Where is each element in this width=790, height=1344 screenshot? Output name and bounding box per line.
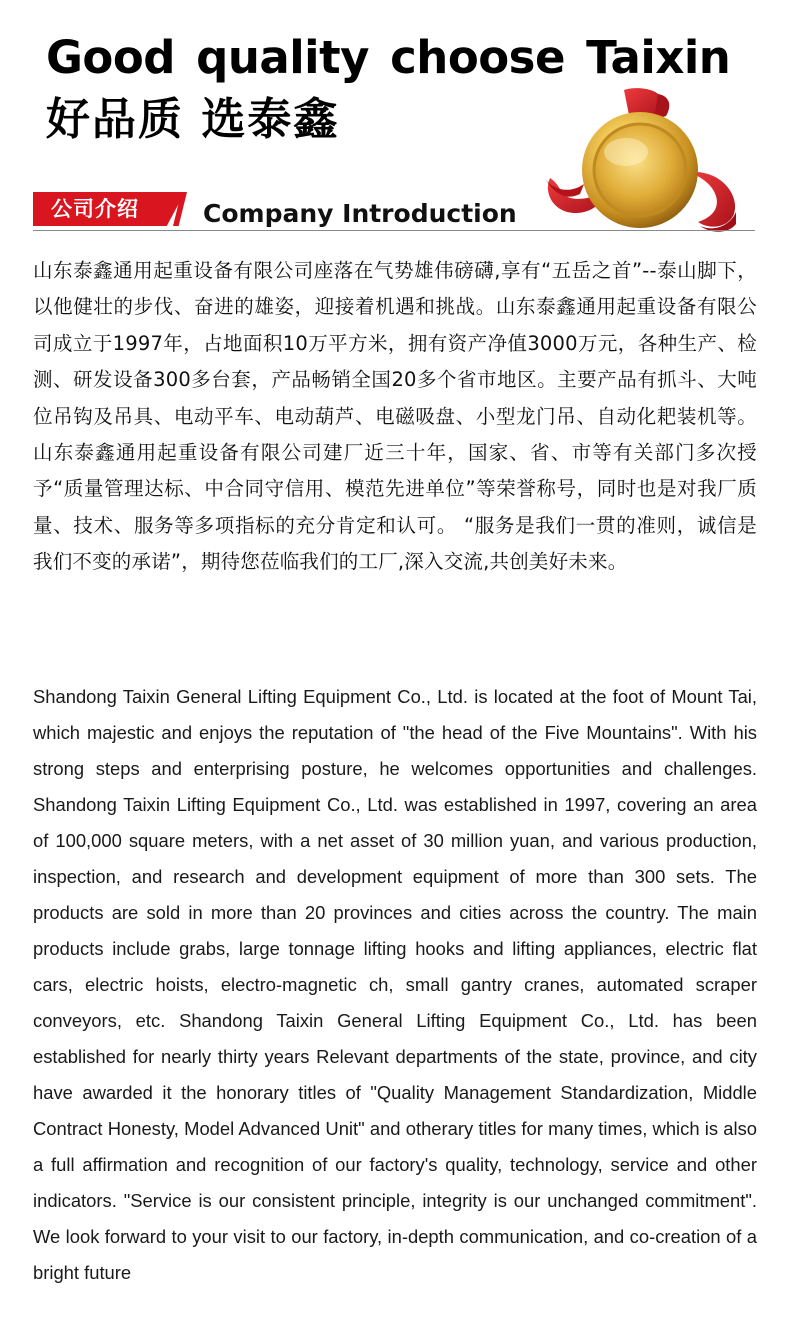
intro-paragraph-chinese: 山东泰鑫通用起重设备有限公司座落在气势雄伟磅礴,享有“五岳之首”--泰山脚下，以他健壮的步伐、奋进的雄姿，迎接着机遇和挑战。山东泰鑫通用起重设备有限公司成立于1997年，占地面积10万平方米，拥有资产净值3000万元，各种生产、检测、研发设备300多台套，产品畅销全国20多个省市地区。主要产品有抓斗、大吨位吊钩及吊具、电动平车、电动葫芦、电磁吸盘、小型龙门吊、自动化耙装机等。山东泰鑫通用起重设备有限公司建厂近三十年，国家、省、市等有关部门多次授予“质量管理达标、中合同守信用、模范先进单位”等荣誉称号，同时也是对我厂质量、技术、服务等多项指标的充分肯定和认可。 “服务是我们一贯的准则，诚信是我们不变的承诺”，期待您莅临我们的工厂,深入交流,共创美好未来。 bbox=[33, 259, 757, 574]
section-header bbox=[33, 192, 755, 234]
headline-chinese: 好品质 选泰鑫 bbox=[46, 94, 340, 145]
section-title: Company Introduction bbox=[203, 199, 517, 228]
section-divider bbox=[33, 230, 755, 231]
section-tag-label: 公司介绍 bbox=[51, 197, 139, 221]
intro-paragraph-english: Shandong Taixin General Lifting Equipment Co., Ltd. is located at the foot of Mount Tai, which majestic and enjoys the reputation of "the head of the Five Mountains". With his strong steps and enterprising posture, he welcomes opportunities and challenges. Shandong Taixin Lifting Equipment Co., Ltd. was established in 1997, covering an area of 100,000 square meters, with a net asset of 30 million yuan, and various production, inspection, and research and development equipment of more than 300 sets. The products are sold in more than 20 provinces and cities across the country. The main products include grabs, large tonnage lifting hooks and lifting appliances, electric flat cars, electric hoists, electro-magnetic ch, small gantry cranes, automated scraper conveyors, etc. Shandong Taixin General Lifting Equipment Co., Ltd. has been established for nearly thirty years Relevant departments of the state, province, and city have awarded it the honorary titles of "Quality Management Standardization, Middle Contract Honesty, Model Advanced Unit" and otherary titles for many times, which is also a full affirmation and recognition of our factory's quality, technology, service and other indicators. "Service is our consistent principle, integrity is our unchanged commitment". We look forward to your visit to our factory, in-depth communication, and co-creation of a bright future bbox=[33, 686, 757, 1283]
headline-english: Good quality choose Taixin bbox=[46, 31, 731, 84]
